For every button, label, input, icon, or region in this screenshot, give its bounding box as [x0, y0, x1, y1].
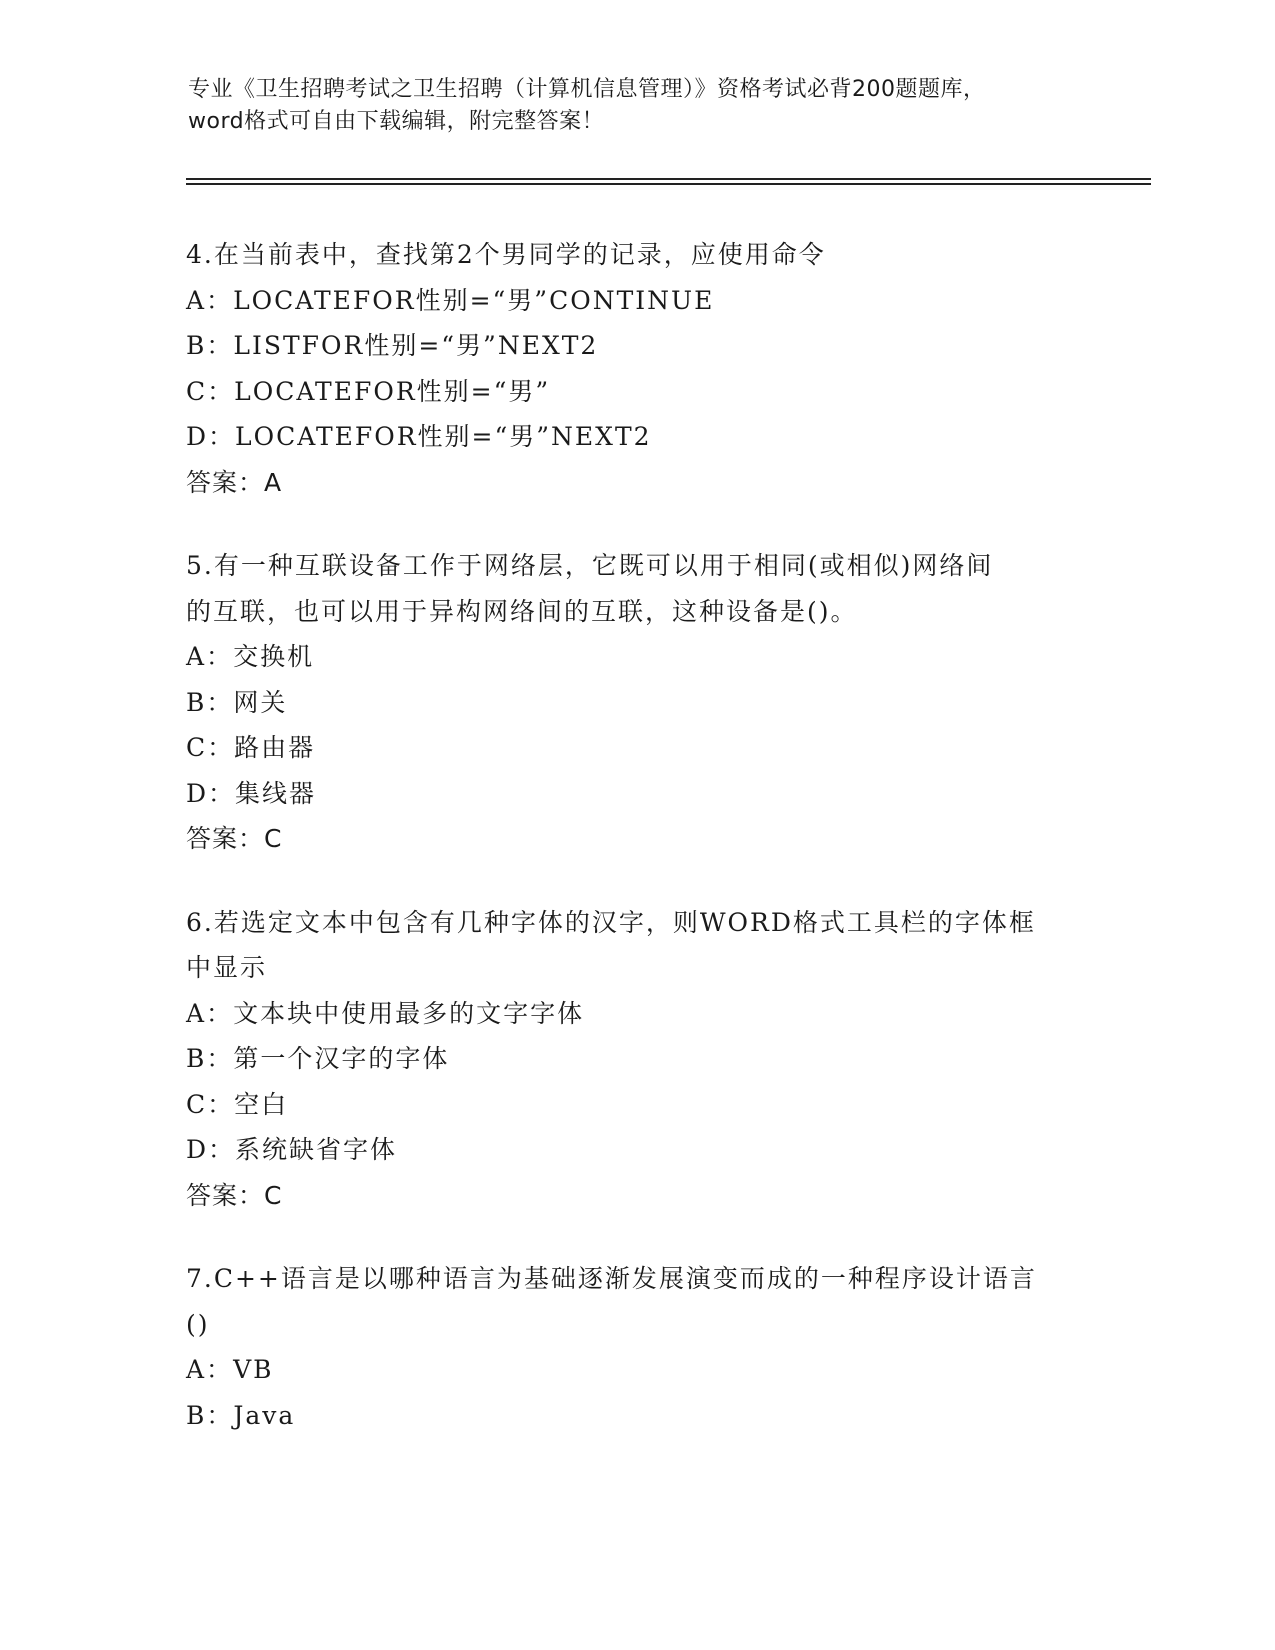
- option-text: 网关: [233, 687, 288, 717]
- option-letter: D：: [186, 1135, 236, 1164]
- option-text: 系统缺省字体: [235, 1135, 398, 1164]
- header-title-line-1: 专业《卫生招聘考试之卫生招聘（计算机信息管理）》资格考试必背200题题库，: [188, 77, 986, 102]
- question-block: [186, 543, 1086, 862]
- header-title-line-2: word格式可自由下载编辑，附完整答案！: [188, 109, 605, 134]
- question-stem-line: 的互联，也可以用于异构网络间的互联，这种设备是()。: [186, 596, 858, 626]
- option-letter: D：: [186, 422, 236, 451]
- option-letter: C：: [186, 1089, 235, 1119]
- answer-option: [186, 634, 1086, 680]
- answer-option: [186, 414, 1086, 460]
- answer-key: 答案：A: [186, 467, 283, 497]
- option-letter: A：: [186, 1355, 234, 1384]
- document-header: [188, 74, 1088, 138]
- question-block: [186, 900, 1086, 1219]
- header-divider-bottom: [186, 183, 1151, 185]
- option-letter: B：: [186, 687, 234, 717]
- option-text: LOCATEFOR性别=“男”NEXT2: [235, 422, 652, 451]
- answer-key: 答案：C: [186, 824, 283, 853]
- answer-option: [186, 369, 1086, 415]
- question-stem-line: 4.在当前表中，查找第2个男同学的记录，应使用命令: [186, 240, 826, 269]
- option-letter: C：: [186, 733, 235, 762]
- option-letter: B：: [186, 331, 234, 360]
- answer-option: [186, 991, 1086, 1037]
- answer-option: [186, 1347, 1086, 1393]
- option-text: LISTFOR性别=“男”NEXT2: [233, 331, 599, 360]
- option-text: LOCATEFOR性别=“男”: [234, 376, 551, 406]
- header-divider-top: [186, 178, 1151, 180]
- option-letter: A：: [186, 285, 234, 315]
- option-text: 交换机: [233, 642, 315, 671]
- option-text: 第一个汉字的字体: [233, 1044, 450, 1073]
- answer-key: 答案：C: [186, 1180, 283, 1210]
- option-letter: C：: [186, 376, 235, 406]
- answer-option: [186, 725, 1086, 771]
- option-text: 集线器: [235, 778, 317, 808]
- option-letter: B：: [186, 1044, 234, 1073]
- answer-option: [186, 680, 1086, 726]
- option-text: VB: [233, 1355, 274, 1384]
- answer-option: [186, 1393, 1086, 1439]
- question-stem-line: 5.有一种互联设备工作于网络层，它既可以用于相同(或相似)网络间: [186, 551, 994, 580]
- option-letter: A：: [186, 998, 234, 1028]
- question-block: [186, 232, 1086, 505]
- answer-option: [186, 278, 1086, 324]
- option-text: 空白: [234, 1089, 289, 1119]
- question-list: [186, 232, 1086, 1476]
- answer-option: [186, 1127, 1086, 1173]
- answer-option: [186, 323, 1086, 369]
- answer-option: [186, 1036, 1086, 1082]
- option-text: 文本块中使用最多的文字字体: [233, 998, 585, 1028]
- option-text: 路由器: [234, 733, 316, 762]
- option-letter: B：: [186, 1400, 234, 1430]
- question-stem-line: 7.C++语言是以哪种语言为基础逐渐发展演变而成的一种程序设计语言: [186, 1264, 1037, 1293]
- question-block: [186, 1256, 1086, 1438]
- question-stem-line: 中显示: [186, 953, 268, 982]
- option-text: Java: [233, 1400, 296, 1430]
- question-stem-line: (): [186, 1309, 210, 1339]
- answer-option: [186, 771, 1086, 817]
- option-text: LOCATEFOR性别=“男”CONTINUE: [233, 285, 715, 315]
- answer-option: [186, 1082, 1086, 1128]
- option-letter: D：: [186, 778, 236, 808]
- option-letter: A：: [186, 642, 234, 671]
- question-stem-line: 6.若选定文本中包含有几种字体的汉字，则WORD格式工具栏的字体框: [186, 907, 1036, 937]
